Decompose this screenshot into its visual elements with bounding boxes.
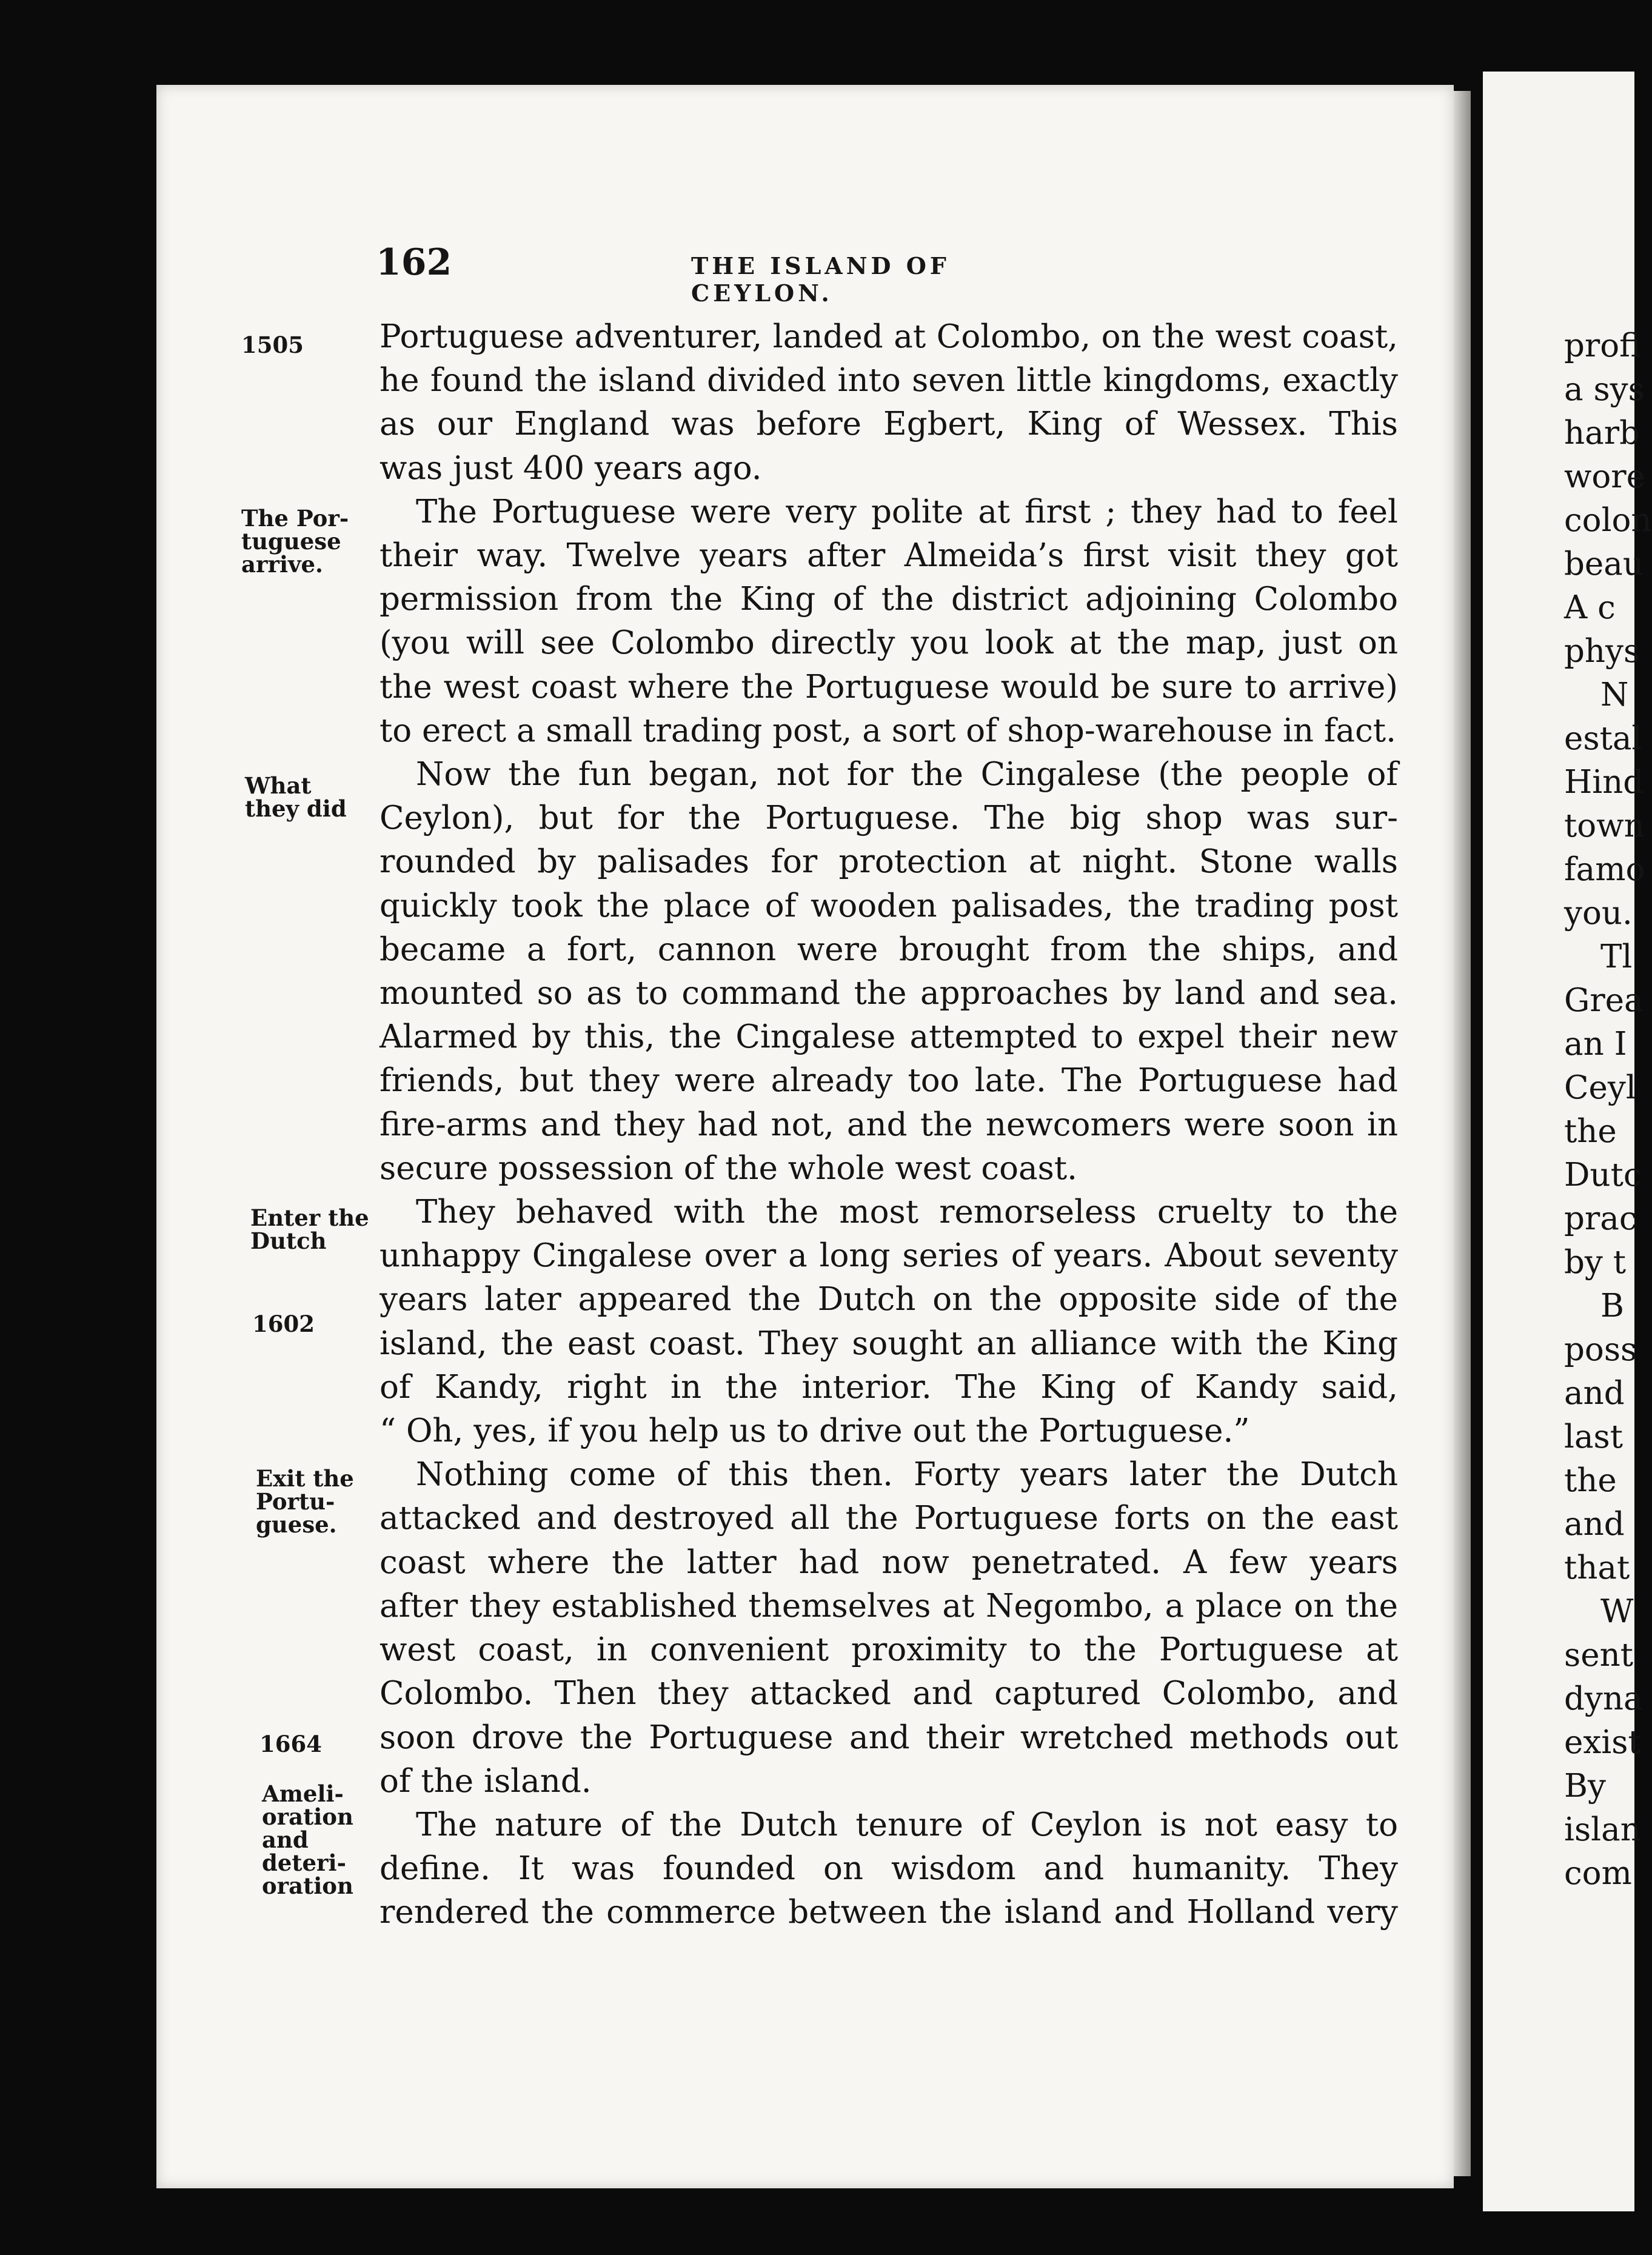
margin-note-line: oration <box>262 1872 353 1899</box>
text-line: island, the east coast. They sought an alliance with the King <box>380 1325 1398 1362</box>
running-head: THE ISLAND OF CEYLON. <box>691 252 950 307</box>
right-fragment: N <box>1600 676 1629 713</box>
margin-note-line: oration <box>262 1803 353 1830</box>
right-fragment: W <box>1600 1593 1634 1630</box>
margin-note-line: they did <box>245 795 347 822</box>
text-line: as our England was before Egbert, King of Wessex. This <box>380 406 1398 443</box>
text-line: secure possession of the whole west coast. <box>380 1149 1077 1187</box>
text-line: permission from the King of the district adjoining Colombo <box>380 581 1398 618</box>
text-line: quickly took the place of wooden palisades, the trading post <box>380 887 1398 924</box>
text-line: Colombo. Then they attacked and captured Colombo, and <box>380 1675 1398 1712</box>
text-line: their way. Twelve years after Almeida’s first visit they got <box>380 537 1398 575</box>
right-fragment: last <box>1564 1418 1624 1455</box>
margin-note-line: guese. <box>256 1511 337 1538</box>
page-edge <box>1454 91 1471 2176</box>
right-fragment: prac <box>1564 1200 1637 1237</box>
right-fragment: beau <box>1564 546 1644 583</box>
right-fragment: Dutc <box>1564 1157 1642 1194</box>
text-line: to erect a small trading post, a sort of shop-warehouse in fact. <box>380 712 1396 749</box>
right-fragment: the <box>1564 1462 1617 1499</box>
right-fragment: dyna <box>1564 1680 1643 1717</box>
text-line: attacked and destroyed all the Portuguese forts on the east <box>380 1500 1398 1537</box>
right-fragment: estal <box>1564 720 1642 757</box>
margin-note-line: What <box>245 772 312 799</box>
margin-note-what-they-did <box>245 774 384 820</box>
right-fragment: profi <box>1564 327 1641 364</box>
margin-note-line: Enter the <box>250 1204 369 1231</box>
margin-note-line: The Por- <box>241 505 349 532</box>
margin-note-line: Portu- <box>256 1488 335 1515</box>
margin-note-line: Dutch <box>250 1228 327 1254</box>
text-line: coast where the latter had now penetrated. A few years <box>380 1543 1398 1581</box>
margin-note-1505: 1505 <box>241 332 304 358</box>
right-fragment: exist <box>1564 1724 1641 1761</box>
right-fragment: you. <box>1564 895 1633 932</box>
text-line: Now the fun began, not for the Cingalese (the people of <box>416 756 1398 793</box>
page-header <box>376 241 1073 307</box>
right-fragment: com <box>1564 1855 1632 1892</box>
right-fragment: an I <box>1564 1026 1627 1063</box>
margin-note-1664: 1664 <box>259 1731 322 1757</box>
text-line: of Kandy, right in the interior. The King of Kandy said, <box>380 1368 1398 1406</box>
text-line: friends, but they were already too late. The Portuguese had <box>380 1062 1398 1100</box>
margin-note-portuguese-arrive <box>241 507 381 576</box>
right-fragment: By <box>1564 1768 1606 1805</box>
right-fragment: and <box>1564 1506 1625 1543</box>
text-line: The Portuguese were very polite at first ; they had to feel <box>416 493 1398 530</box>
right-fragment: and <box>1564 1375 1625 1412</box>
text-line: define. It was founded on wisdom and humanity. They <box>380 1850 1398 1888</box>
right-fragment: the <box>1564 1113 1617 1150</box>
text-line: west coast, in convenient proximity to the Portuguese at <box>380 1631 1398 1669</box>
right-fragment: islan <box>1564 1811 1641 1848</box>
text-line: became a fort, cannon were brought from the ships, and <box>380 930 1398 968</box>
right-fragment: harb <box>1564 415 1640 452</box>
right-fragment: Hind <box>1564 764 1644 801</box>
text-line: rendered the commerce between the island and Holland very <box>380 1894 1398 1931</box>
text-line: of the island. <box>380 1762 592 1800</box>
right-fragment: B <box>1600 1288 1624 1325</box>
right-fragment: town <box>1564 807 1645 844</box>
text-line: was just 400 years ago. <box>380 449 762 487</box>
right-fragment: Grea <box>1564 982 1644 1019</box>
text-line: Ceylon), but for the Portuguese. The big shop was sur- <box>380 800 1398 837</box>
text-line: fire-arms and they had not, and the newcomers were soon in <box>380 1106 1398 1143</box>
text-line: soon drove the Portuguese and their wretched methods out <box>380 1719 1398 1756</box>
right-fragment: a sys <box>1564 371 1645 408</box>
text-line: Alarmed by this, the Cingalese attempted to expel their new <box>380 1018 1398 1056</box>
margin-note-1602: 1602 <box>252 1311 315 1337</box>
text-line: unhappy Cingalese over a long series of years. About seventy <box>380 1237 1398 1275</box>
right-fragment: wore <box>1564 458 1645 495</box>
right-fragment: Tl <box>1600 938 1633 975</box>
margin-note-line: Exit the <box>256 1465 354 1492</box>
right-fragment: Ceyl <box>1564 1069 1636 1106</box>
right-fragment: phys <box>1564 633 1640 670</box>
text-line: Nothing come of this then. Forty years later the Dutch <box>416 1456 1398 1494</box>
text-line: rounded by palisades for protection at night. Stone walls <box>380 843 1398 881</box>
right-fragment: poss <box>1564 1331 1637 1368</box>
text-line: “ Oh, yes, if you help us to drive out the Portuguese.” <box>380 1412 1250 1450</box>
body-text <box>380 315 1398 1935</box>
right-fragment: colon <box>1564 502 1652 539</box>
text-line: (you will see Colombo directly you look at the map, just on <box>380 624 1398 662</box>
text-line: They behaved with the most remorseless cruelty to the <box>416 1194 1398 1231</box>
right-fragment: by t <box>1564 1244 1627 1281</box>
text-line: mounted so as to command the approaches by land and sea. <box>380 975 1398 1012</box>
margin-note-line: Ameli- <box>262 1780 344 1807</box>
page-number: 162 <box>376 241 452 284</box>
margin-note-line: arrive. <box>241 551 323 578</box>
right-fragment: that <box>1564 1549 1630 1586</box>
text-line: The nature of the Dutch tenure of Ceylon is not easy to <box>416 1806 1398 1843</box>
margin-note-enter-dutch <box>250 1206 390 1252</box>
margin-note-line: tuguese <box>241 528 341 555</box>
right-fragment: A c <box>1564 589 1616 626</box>
margin-note-line: and <box>262 1826 309 1853</box>
text-line: Portuguese adventurer, landed at Colombo, on the west coast, <box>380 318 1398 355</box>
text-line: years later appeared the Dutch on the opposite side of the <box>380 1281 1398 1318</box>
text-line: he found the island divided into seven little kingdoms, exactly <box>380 362 1398 399</box>
text-line: after they established themselves at Negombo, a place on the <box>380 1587 1398 1625</box>
text-line: the west coast where the Portuguese would be sure to arrive) <box>380 668 1398 706</box>
margin-note-line: deteri- <box>262 1849 346 1876</box>
right-fragment: famo <box>1564 851 1645 888</box>
margin-note-exit-portuguese <box>256 1467 395 1536</box>
right-fragment: sent <box>1564 1637 1633 1674</box>
